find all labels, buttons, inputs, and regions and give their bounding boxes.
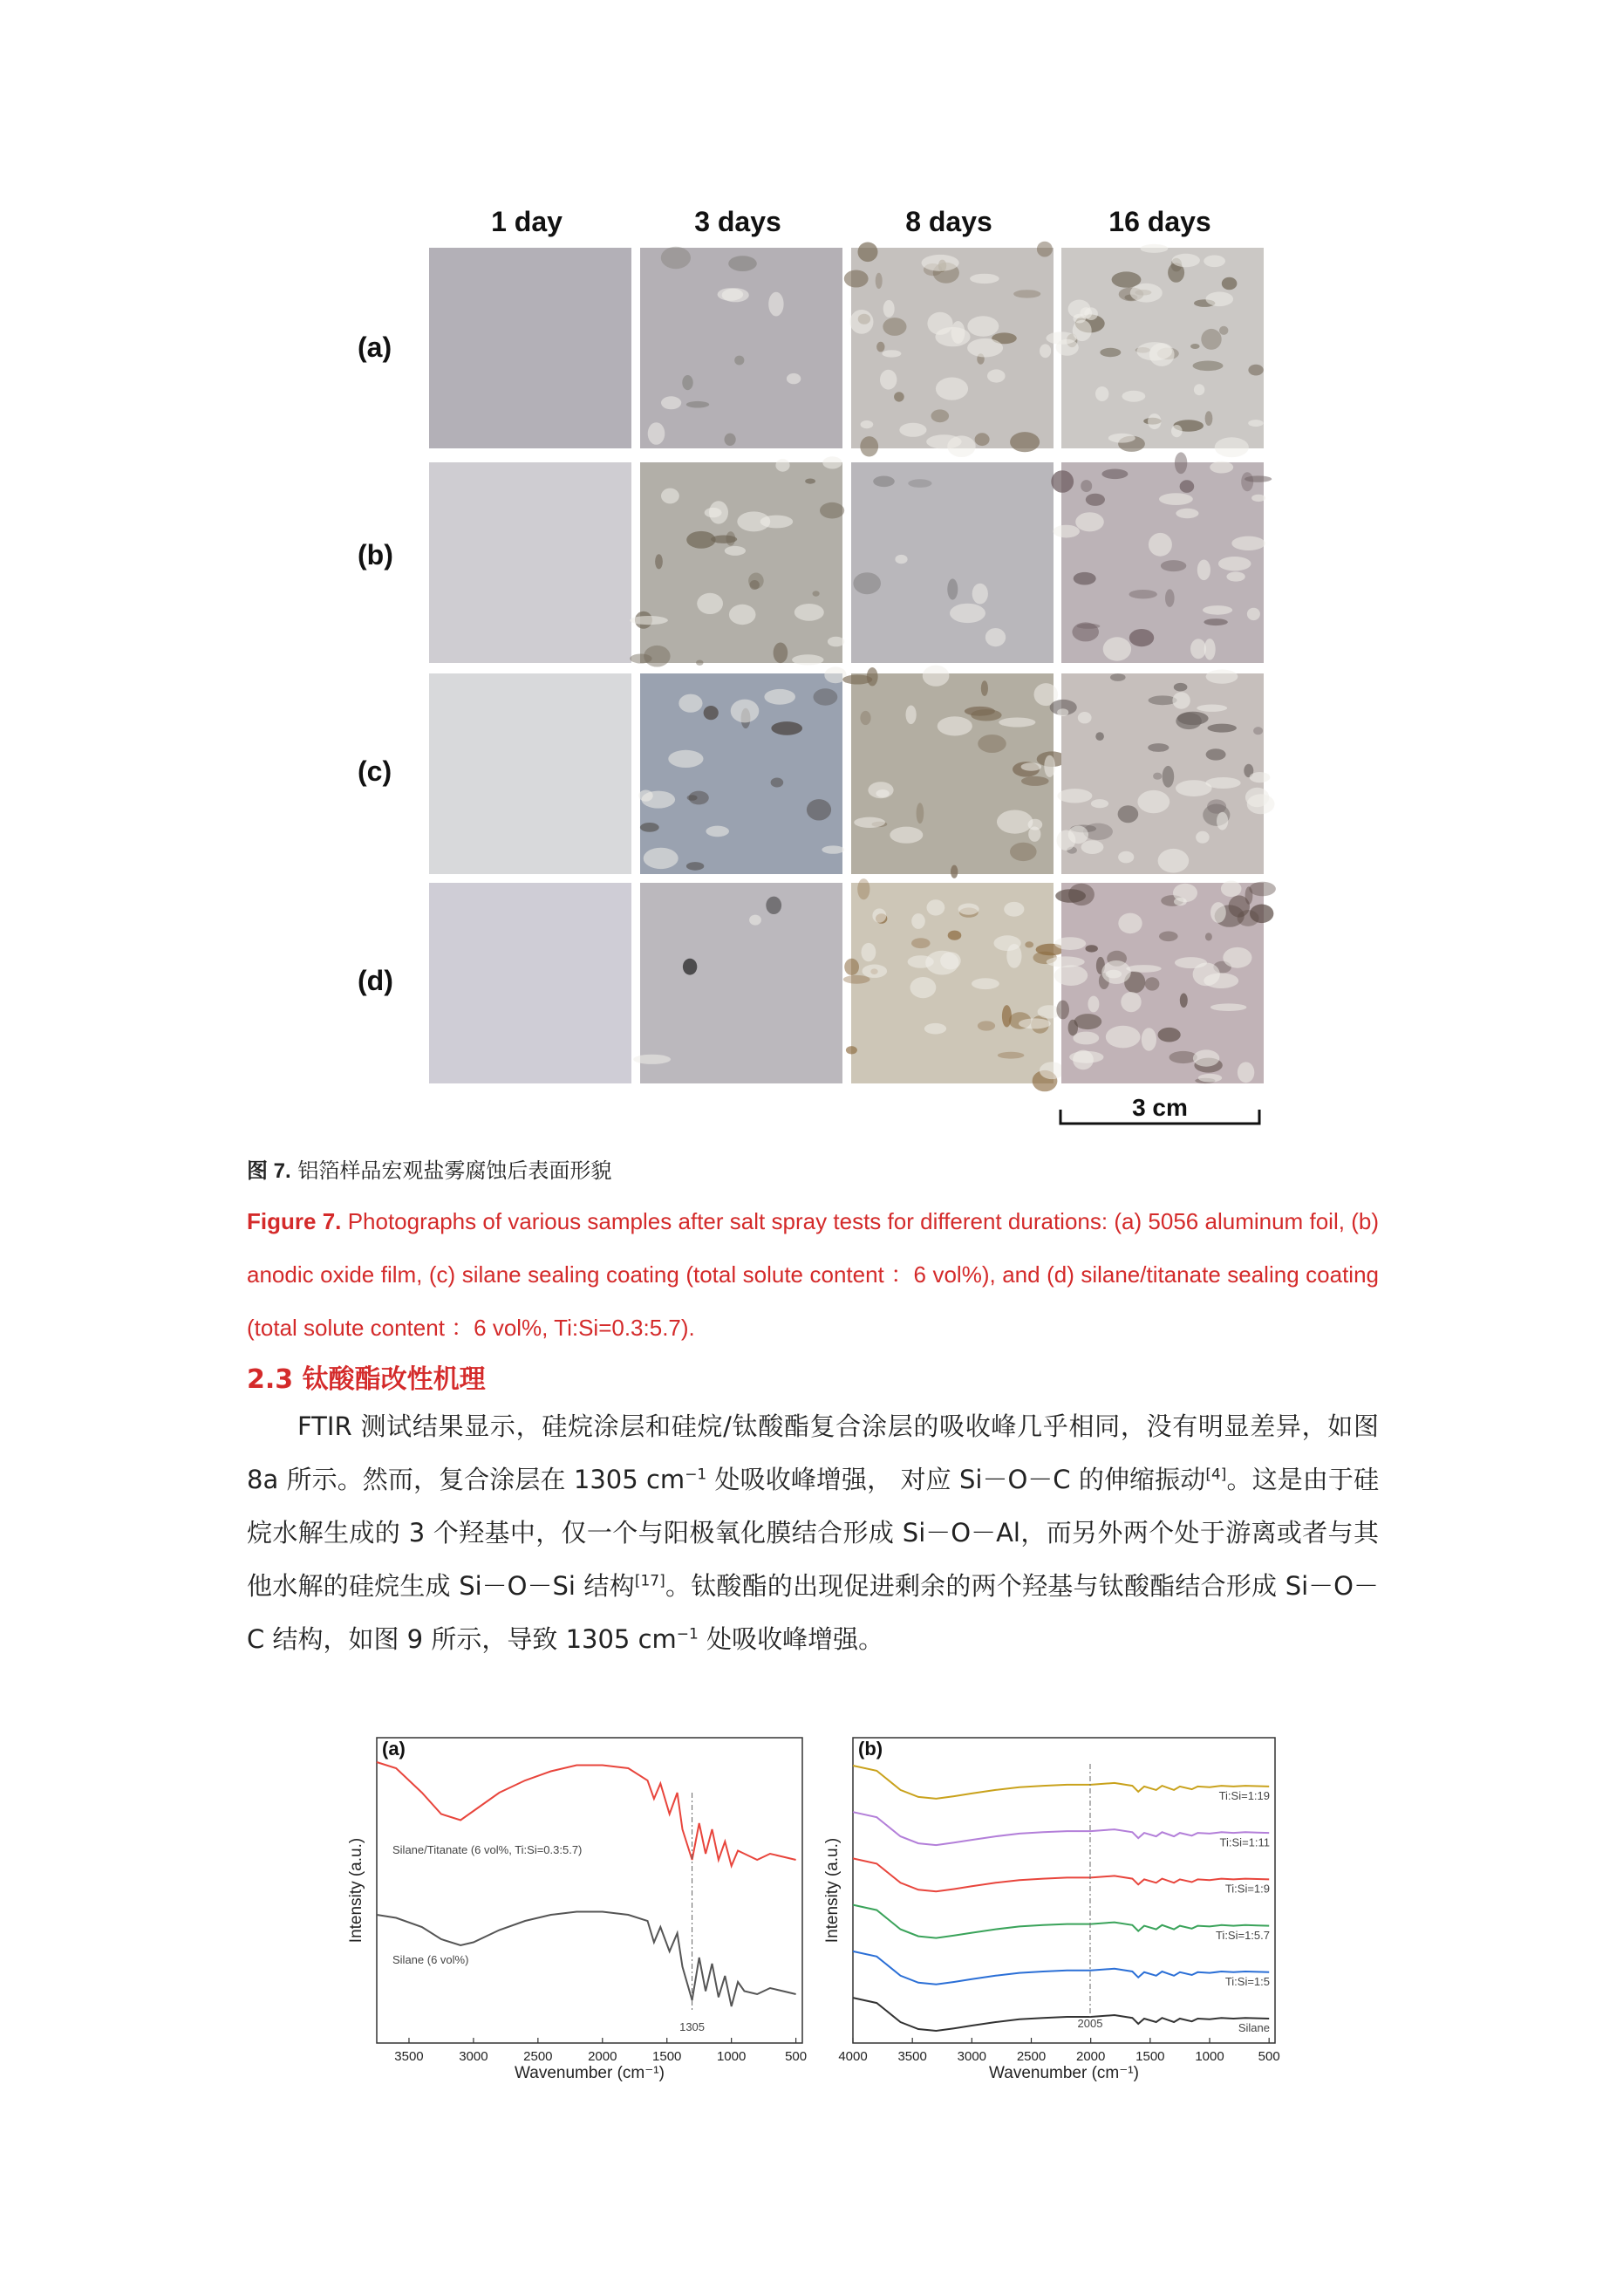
- x-axis-label: Wavenumber (cm⁻¹): [515, 2064, 665, 2082]
- sample-photo-b-3-days: [640, 462, 842, 663]
- sample-photo-c-16-days: [1061, 673, 1264, 874]
- series-line-ti-si-1-11: [853, 1812, 1269, 1845]
- figure7-text-zh: 铝箔样品宏观盐雾腐蚀后表面形貌: [297, 1158, 612, 1183]
- figure7-label-en: Figure 7.: [247, 1208, 342, 1234]
- x-tick-label: 3500: [394, 2049, 424, 2064]
- paragraph-1: FTIR 测试结果显示，硅烷涂层和硅烷/钛酸酯复合涂层的吸收峰几乎相同，没有明显差异，如图 8a 所示。然而，复合涂层在 1305 $cm^{-1}$ 处吸收峰增强， 对应 Si－O－C 的伸缩振动[4]。这是由于硅烷水解生成的 3 个羟基中，仅一个与阳极氧化膜结合形成 Si－O－Al，而另外两个处于游离或者与其他水解的硅烷生成 Si－O－Si 结构[17]。钛酸酯的出现促进剩余的两个羟基与钛酸酯结合形成 Si－O－C 结构，如图 9 所示，导致 1305 $cm^{-1}$ 处吸收峰增强。: [247, 1411, 1379, 1654]
- sample-photo-d-8-days: [851, 883, 1054, 1083]
- sample-photo-c-1-days: [429, 673, 631, 874]
- series-line-ti-si-1-9: [853, 1858, 1269, 1891]
- sample-photo-d-1-days: [429, 883, 631, 1083]
- x-tick-label: 3000: [459, 2049, 488, 2064]
- series-line-ti-si-1-5: [853, 1951, 1269, 1985]
- sample-photo-d-3-days: [640, 883, 842, 1083]
- figure7-text-en: Photographs of various samples after salt spray tests for different durations: (a) 5056 aluminum foil, (b) anodic oxide film, (c) silane sealing coating (total solute content ：6 vol%), and (d) silane/titanate sealing coating (total solute content ：6 vol%, Ti:Si=0.3:5.7).: [247, 1208, 1379, 1341]
- series-label-silane: Silane: [1238, 2021, 1270, 2035]
- body-paragraph: [247, 1400, 1379, 1666]
- sample-photo-b-8-days: [851, 462, 1054, 663]
- sample-photo-b-1-days: [429, 462, 631, 663]
- sample-photo-c-3-days: [640, 673, 842, 874]
- x-tick-label: 500: [785, 2049, 808, 2064]
- column-header-8-days: 8 days: [905, 206, 992, 237]
- y-axis-label: Intensity (a.u.): [347, 1837, 365, 1944]
- x-tick-label: 2000: [588, 2049, 617, 2064]
- series-line-silane: [853, 1998, 1269, 2031]
- series-label-silane: Silane (6 vol%): [392, 1953, 469, 1966]
- x-tick-label: 3500: [897, 2049, 927, 2064]
- x-tick-label: 2500: [1016, 2049, 1047, 2064]
- plot-frame: [853, 1738, 1275, 2043]
- series-label-ti-si-1-5: Ti:Si=1:5: [1224, 1974, 1270, 1988]
- figure7-caption-zh: [247, 1153, 611, 1184]
- row-label-b: (b): [358, 539, 393, 571]
- sample-photo-c-8-days: [851, 673, 1054, 874]
- y-axis-label: Intensity (a.u.): [823, 1837, 842, 1944]
- row-label-d: (d): [358, 965, 393, 996]
- sample-photo-a-8-days: [851, 248, 1054, 448]
- series-label-silane-titanate: Silane/Titanate (6 vol%, Ti:Si=0.3:5.7): [392, 1843, 583, 1856]
- sample-photo-a-1-days: [429, 248, 631, 448]
- column-header-16-days: 16 days: [1108, 206, 1211, 237]
- x-tick-label: 3000: [957, 2049, 987, 2064]
- x-axis-label: Wavenumber (cm⁻¹): [989, 2064, 1139, 2082]
- series-line-ti-si-1-19: [853, 1766, 1269, 1799]
- row-label-a: (a): [358, 331, 392, 363]
- sample-photo-a-16-days: [1061, 248, 1264, 448]
- panel-label: (b): [858, 1738, 883, 1760]
- panel-label: (a): [382, 1738, 406, 1760]
- x-tick-label: 1500: [1135, 2049, 1165, 2064]
- row-label-c: (c): [358, 755, 392, 787]
- annotation-label-1305: 1305: [679, 2020, 706, 2033]
- x-tick-label: 1000: [1195, 2049, 1224, 2064]
- series-label-ti-si-1-19: Ti:Si=1:19: [1218, 1789, 1270, 1803]
- series-label-ti-si-1-5-7: Ti:Si=1:5.7: [1215, 1928, 1270, 1942]
- plot-frame: [377, 1738, 802, 2043]
- scale-bar-line: [1059, 1106, 1261, 1127]
- series-label-ti-si-1-11: Ti:Si=1:11: [1219, 1835, 1270, 1849]
- sample-photo-a-3-days: [640, 248, 842, 448]
- series-line-ti-si-1-5-7: [853, 1905, 1269, 1938]
- series-label-ti-si-1-9: Ti:Si=1:9: [1224, 1882, 1270, 1896]
- column-header-3-days: 3 days: [694, 206, 781, 237]
- figure7-label-zh: 图 7.: [247, 1159, 291, 1183]
- x-tick-label: 1500: [652, 2049, 682, 2064]
- annotation-label-2005: 2005: [1077, 2017, 1103, 2030]
- column-header-1-day: 1 day: [491, 206, 563, 237]
- sample-photo-b-16-days: [1061, 462, 1264, 663]
- x-tick-label: 500: [1258, 2049, 1280, 2064]
- ftir-chart-a: [331, 1736, 808, 2095]
- scale-bar-label: 3 cm: [1132, 1094, 1188, 1121]
- section-title: 2.3 钛酸酯改性机理: [247, 1364, 486, 1395]
- x-tick-label: 4000: [838, 2049, 868, 2064]
- sample-photo-d-16-days: [1061, 883, 1264, 1083]
- x-tick-label: 1000: [716, 2049, 747, 2064]
- ftir-chart-b: [804, 1736, 1280, 2095]
- figure7-caption-en: [247, 1195, 1379, 1355]
- scale-bar: [1059, 1094, 1261, 1127]
- x-tick-label: 2500: [523, 2049, 553, 2064]
- x-tick-label: 2000: [1075, 2049, 1106, 2064]
